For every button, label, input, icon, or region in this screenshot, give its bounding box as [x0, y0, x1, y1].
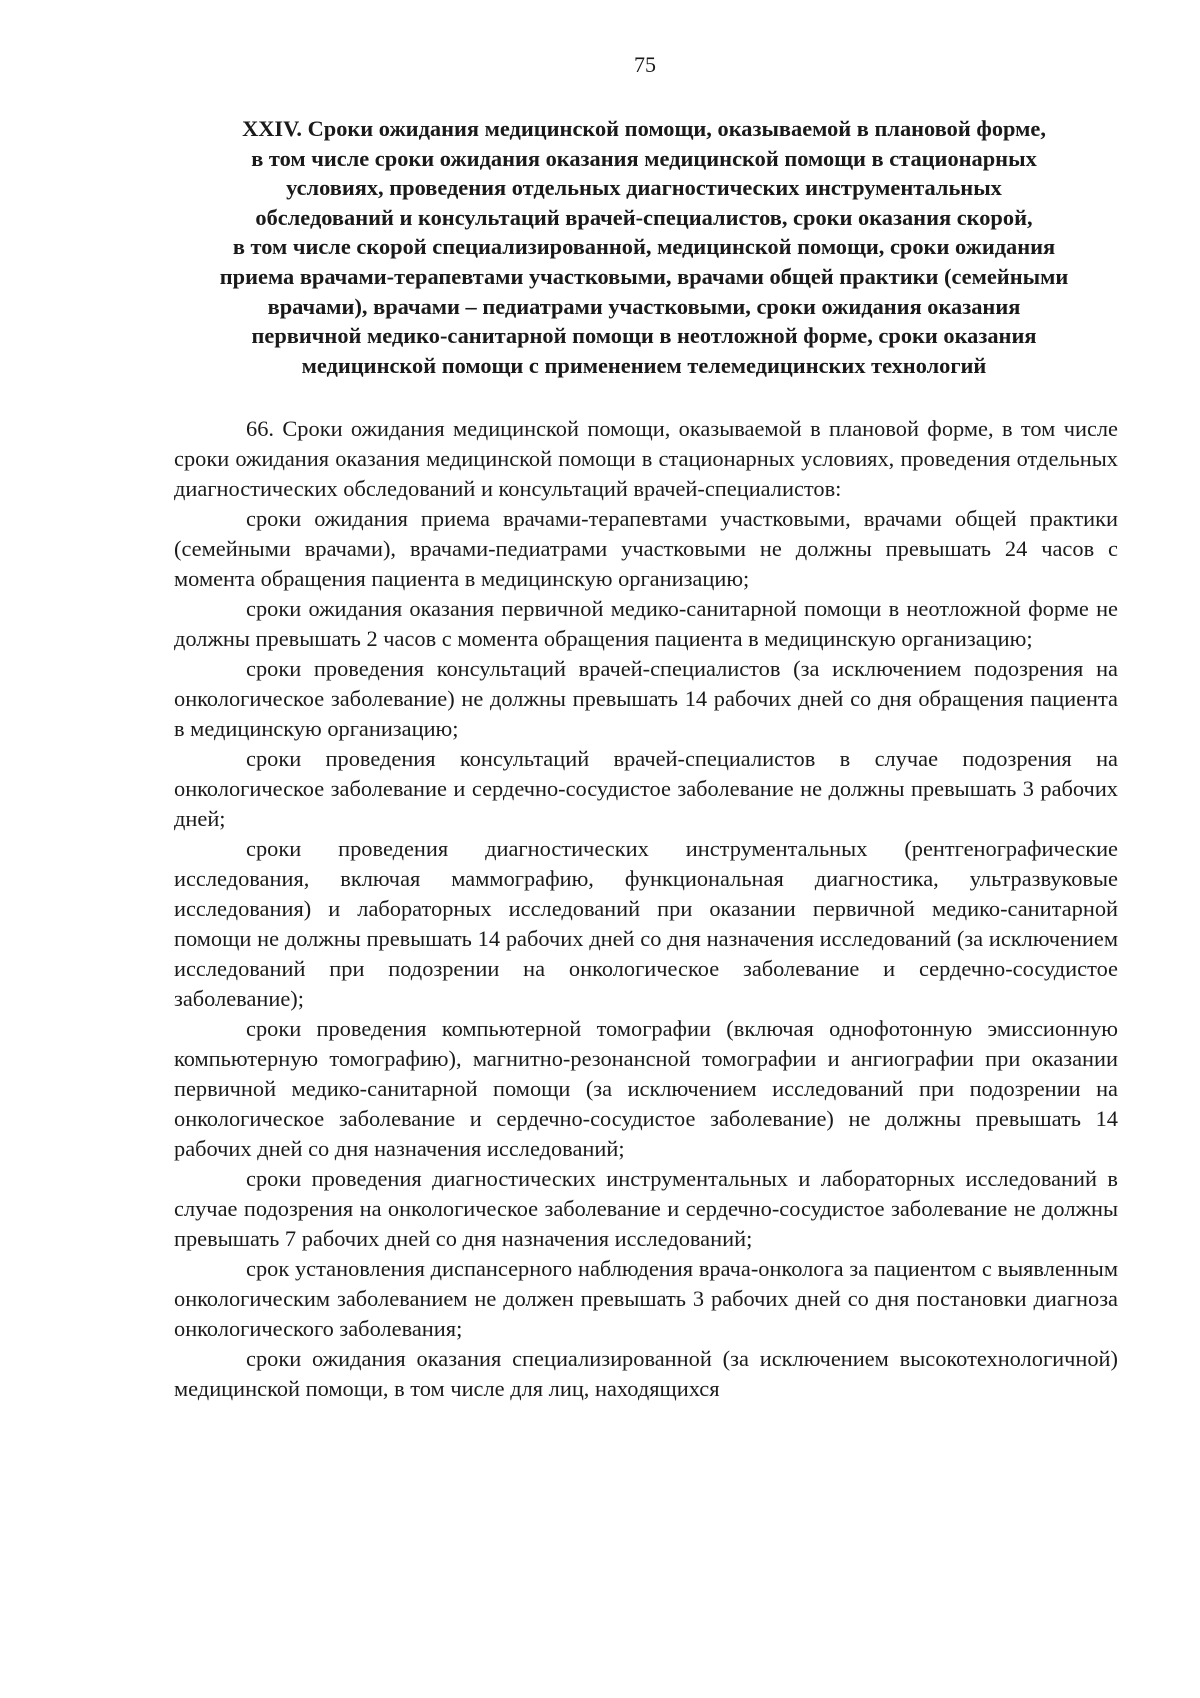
paragraph-item-66: 66. Сроки ожидания медицинской помощи, оказываемой в плановой форме, в том числе сроки ожидания оказания медицинской помощи в стационарных условиях, проведения отдельных диагностических обследований и консультаций врачей-специалистов: [174, 416, 1118, 501]
page-number: 75 [634, 52, 656, 77]
section-title-line: медицинской помощи с применением телемедицинских технологий [301, 352, 987, 378]
paragraph-therapist-wait: сроки ожидания приема врачами-терапевтами участковыми, врачами общей практики (семейными врачами), врачами-педиатрами участковыми не должны превышать 24 часов с момента обращения пациента в медицинскую организацию; [174, 506, 1118, 591]
paragraph-urgent-care-wait: сроки ожидания оказания первичной медико-санитарной помощи в неотложной форме не должны превышать 2 часов с момента обращения пациента в медицинскую организацию; [174, 596, 1118, 651]
paragraph-oncologist-observation: срок установления диспансерного наблюдения врача-онколога за пациентом с выявленным онкологическим заболеванием не должен превышать 3 рабочих дней со дня постановки диагноза онкологического заболевания; [174, 1256, 1118, 1341]
section-title-line: условиях, проведения отдельных диагностических инструментальных [286, 175, 1002, 201]
section-title-line: первичной медико-санитарной помощи в неотложной форме, сроки оказания [251, 323, 1037, 349]
section-title-line: приема врачами-терапевтами участковыми, врачами общей практики (семейными [219, 263, 1069, 289]
section-title [170, 114, 1118, 380]
paragraph-tomography: сроки проведения компьютерной томографии (включая однофотонную эмиссионную компьютерную томографию), магнитно-резонансной томографии и ангиографии при оказании первичной медико-санитарной помощи (за исключением исследований при подозрении на онкологическое заболевание и сердечно-сосудистое заболевание) не должны превышать 14 рабочих дней со дня назначения исследований; [174, 1016, 1118, 1161]
section-title-line: врачами), врачами – педиатрами участковыми, сроки ожидания оказания [267, 293, 1021, 319]
paragraph-oncology-diagnostics: сроки проведения диагностических инструментальных и лабораторных исследований в случае подозрения на онкологическое заболевание и сердечно-сосудистое заболевание не должны превышать 7 рабочих дней со дня назначения исследований; [174, 1166, 1118, 1251]
paragraph-diagnostic-tests: сроки проведения диагностических инструментальных (рентгенографические исследования, включая маммографию, функциональная диагностика, ультразвуковые исследования) и лабораторных исследований при оказании первичной медико-санитарной помощи не должны превышать 14 рабочих дней со дня назначения исследований (за исключением исследований при подозрении на онкологическое заболевание и сердечно-сосудистое заболевание); [174, 836, 1118, 1011]
paragraph-specialized-care: сроки ожидания оказания специализированной (за исключением высокотехнологичной) медицинской помощи, в том числе для лиц, находящихся [174, 1346, 1118, 1401]
paragraph-oncology-consultation: сроки проведения консультаций врачей-специалистов в случае подозрения на онкологическое заболевание и сердечно-сосудистое заболевание не должны превышать 3 рабочих дней; [174, 746, 1118, 831]
section-title-line: в том числе скорой специализированной, медицинской помощи, сроки ожидания [232, 234, 1056, 260]
paragraph-specialist-consultation: сроки проведения консультаций врачей-специалистов (за исключением подозрения на онкологическое заболевание) не должны превышать 14 рабочих дней со дня обращения пациента в медицинскую организацию; [174, 656, 1118, 741]
section-title-line: в том числе сроки ожидания оказания медицинской помощи в стационарных [251, 145, 1037, 171]
section-title-line: обследований и консультаций врачей-специалистов, сроки оказания скорой, [255, 204, 1033, 230]
document-body [174, 414, 1118, 1404]
section-title-line: XXIV. Сроки ожидания медицинской помощи, оказываемой в плановой форме, [242, 116, 1046, 141]
